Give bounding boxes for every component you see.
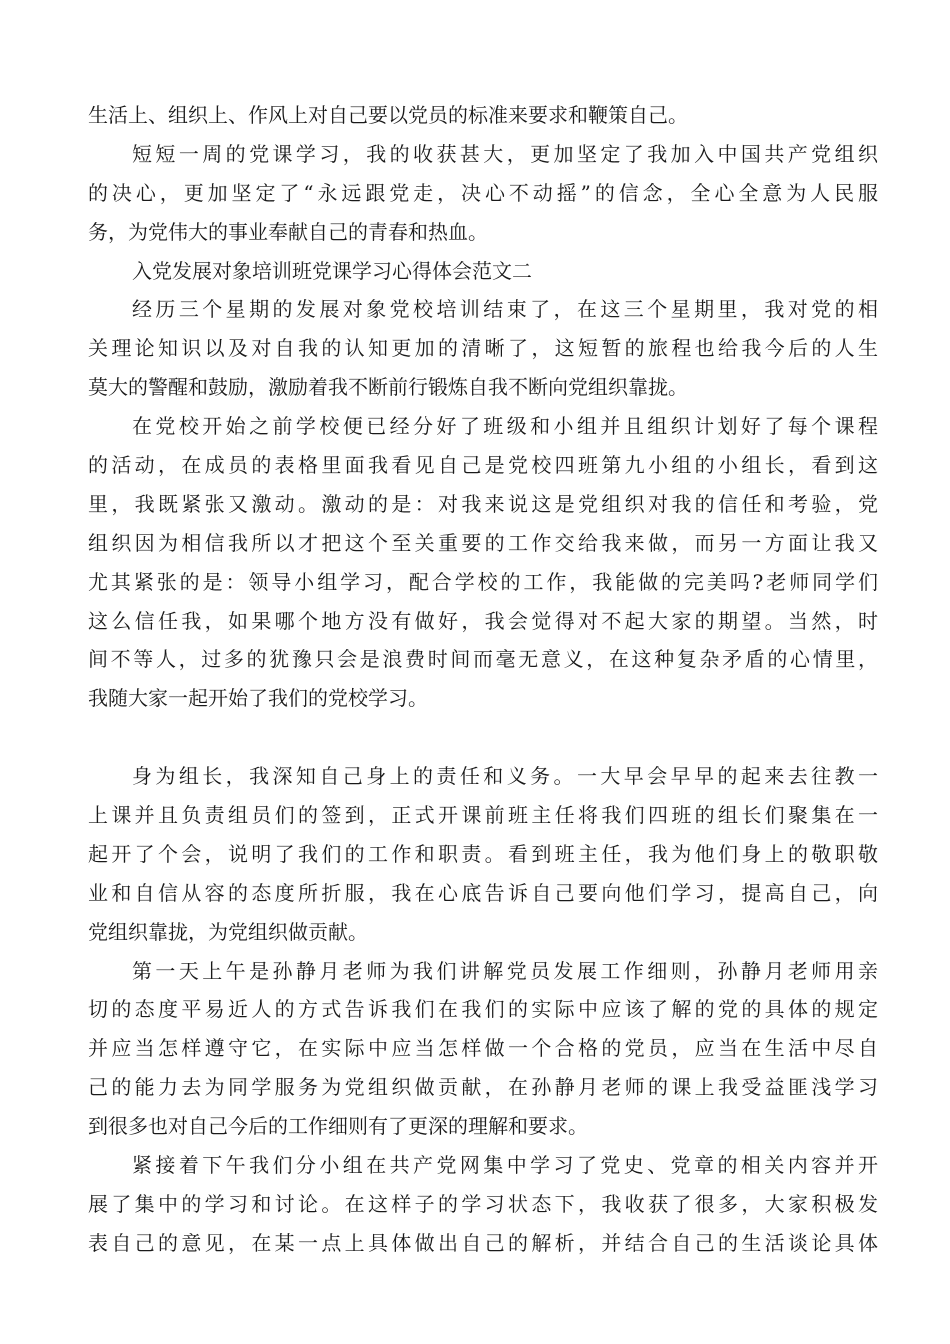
text-line: 切的态度平易近人的方式告诉我们在我们的实际中应该了解的党的具体的规定 <box>88 997 878 1022</box>
text-line: 里，我既紧张又激动。激动的是：对我来说这是党组织对我的信任和考验，党 <box>88 491 878 516</box>
text-line: 尤其紧张的是：领导小组学习，配合学校的工作，我能做的完美吗?老师同学们 <box>88 569 878 594</box>
text-line: 我随大家一起开始了我们的党校学习。 <box>88 686 428 711</box>
text-line: 己的能力去为同学服务为党组织做贡献，在孙静月老师的课上我受益匪浅学习 <box>88 1075 878 1100</box>
text-line: 在党校开始之前学校便已经分好了班级和小组并且组织计划好了每个课程 <box>132 414 878 439</box>
text-line: 经历三个星期的发展对象党校培训结束了，在这三个星期里，我对党的相 <box>132 297 878 322</box>
text-line: 起开了个会，说明了我们的工作和职责。看到班主任，我为他们身上的敬职敬 <box>88 841 878 866</box>
text-line: 组织因为相信我所以才把这个至关重要的工作交给我来做，而另一方面让我又 <box>88 530 878 555</box>
text-line: 业和自信从容的态度所折服，我在心底告诉自己要向他们学习，提高自己，向 <box>88 880 878 905</box>
text-line: 的活动，在成员的表格里面我看见自己是党校四班第九小组的小组长，看到这 <box>88 453 878 478</box>
text-line: 这么信任我，如果哪个地方没有做好，我会觉得对不起大家的期望。当然，时 <box>88 608 878 633</box>
text-line: 并应当怎样遵守它，在实际中应当怎样做一个合格的党员，应当在生活中尽自 <box>88 1036 878 1061</box>
text-line: 入党发展对象培训班党课学习心得体会范文二 <box>132 258 532 283</box>
text-line: 紧接着下午我们分小组在共产党网集中学习了党史、党章的相关内容并开 <box>132 1153 878 1178</box>
text-line: 第一天上午是孙静月老师为我们讲解党员发展工作细则，孙静月老师用亲 <box>132 958 878 983</box>
paragraph-gap <box>88 718 878 757</box>
text-line: 关理论知识以及对自我的认知更加的清晰了，这短暂的旅程也给我今后的人生 <box>88 336 878 361</box>
text-line: 身为组长，我深知自己身上的责任和义务。一大早会早早的起来去往教一 <box>132 764 878 789</box>
document-body <box>88 96 878 1263</box>
text-line: 表自己的意见，在某一点上具体做出自己的解析，并结合自己的生活谈论具体 <box>88 1230 878 1255</box>
text-line: 上课并且负责组员们的签到，正式开课前班主任将我们四班的组长们聚集在一 <box>88 803 878 828</box>
text-line: 展了集中的学习和讨论。在这样子的学习状态下，我收获了很多，大家积极发 <box>88 1191 878 1216</box>
text-line: 党组织靠拢，为党组织做贡献。 <box>88 919 368 944</box>
text-line: 到很多也对自己今后的工作细则有了更深的理解和要求。 <box>88 1114 588 1139</box>
text-line: 务，为党伟大的事业奉献自己的青春和热血。 <box>88 219 488 244</box>
text-line: 生活上、组织上、作风上对自己要以党员的标准来要求和鞭策自己。 <box>88 103 688 127</box>
text-line: 间不等人，过多的犹豫只会是浪费时间而毫无意义，在这种复杂矛盾的心情里， <box>88 647 878 672</box>
text-line: 的决心，更加坚定了“永远跟党走，决心不动摇”的信念，全心全意为人民服 <box>88 180 878 205</box>
text-line: 短短一周的党课学习，我的收获甚大，更加坚定了我加入中国共产党组织 <box>132 141 878 166</box>
text-line: 莫大的警醒和鼓励，激励着我不断前行锻炼自我不断向党组织靠拢。 <box>88 375 688 400</box>
